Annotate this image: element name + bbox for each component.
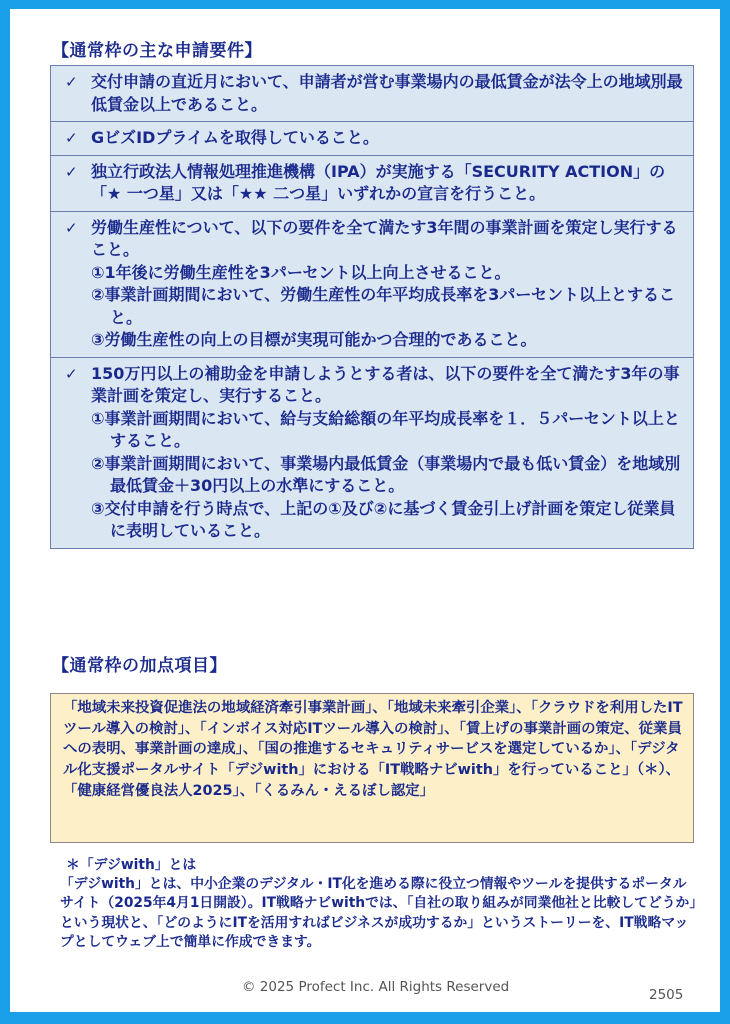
requirements-heading: 【通常枠の主な申請要件】	[52, 41, 262, 61]
checkmark-icon: ✓	[65, 162, 78, 181]
bonus-items-box	[50, 693, 694, 843]
checkmark-icon: ✓	[65, 364, 78, 383]
requirement-text: 労働生産性について、以下の要件を全て満たす3年間の事業計画を策定し実行すること。	[91, 217, 678, 259]
requirement-subitem: ②事業計画期間において、事業場内最低賃金（事業場内で最も低い賃金）を地域別最低賃金＋30円以上の水準にすること。	[91, 453, 681, 495]
copyright-text: © 2025 Profect Inc. All Rights Reserved	[242, 979, 510, 995]
note-body: 「デジwith」とは、中小企業のデジタル・IT化を進める際に役立つ情報やツールを提供するポータルサイト（2025年4月1日開設）。IT戦略ナビwithでは、「自社の取り組みが同業他社と比較してどうか」という現状と、「どのようにITを活用すればビジネスが成功するか」というストーリーを、IT戦略マップとしてウェブ上で簡単に作成できます。	[60, 876, 697, 950]
requirement-subitem: ③交付申請を行う時点で、上記の①及び②に基づく賃金引上げ計画を策定し従業員に表明していること。	[91, 498, 676, 540]
requirement-item-3	[51, 156, 693, 212]
checkmark-icon: ✓	[65, 218, 78, 237]
digiwith-note	[60, 856, 700, 952]
requirement-item-4	[51, 212, 693, 358]
bonus-heading: 【通常枠の加点項目】	[52, 656, 227, 676]
checkmark-icon: ✓	[65, 73, 78, 91]
requirement-subitem: ③労働生産性の向上の目標が実現可能かつ合理的であること。	[91, 330, 537, 349]
requirement-subitem: ②事業計画期間において、労働生産性の年平均成長率を3パーセント以上とすること。	[91, 285, 676, 327]
bonus-items-text: 「地域未来投資促進法の地域経済牽引事業計画」、「地域未来牽引企業」、「クラウドを利用したITツール導入の検討」、「インボイス対応ITツール導入の検討」、「賃上げの事業計画の策定、従業員への表明、事業計画の達成」、「国の推進するセキュリティサービスを選定しているか」、「デジタル化支援ポータルサイト「デジwith」における「IT戦略ナビwith」を行っていること」（＊）、「健康経営優良法人2025」、「くるみん・えるぼし認定」	[63, 700, 683, 799]
requirement-subitem: ①事業計画期間において、給与支給総額の年平均成長率を１．５パーセント以上とすること。	[91, 408, 680, 450]
checkmark-icon: ✓	[65, 129, 78, 147]
requirement-text: 150万円以上の補助金を申請しようとする者は、以下の要件を全て満たす3年の事業計画を策定し、実行すること。	[91, 363, 680, 405]
requirement-item-2	[51, 122, 693, 156]
requirement-text: 独立行政法人情報処理推進機構（IPA）が実施する「SECURITY ACTION」の「★ 一つ星」又は「★★ 二つ星」いずれかの宣言を行うこと。	[91, 161, 666, 203]
requirement-subitem: ①1年後に労働生産性を3パーセント以上向上させること。	[91, 262, 511, 282]
requirement-item-5	[51, 358, 693, 549]
requirement-item-1	[51, 66, 693, 122]
page-number: 2505	[649, 987, 684, 1003]
requirements-list	[50, 65, 694, 549]
requirement-text: 交付申請の直近月において、申請者が営む事業場内の最低賃金が法令上の地域別最低賃金以上であること。	[91, 72, 683, 114]
requirement-text: GビズIDプライムを取得していること。	[91, 128, 379, 147]
note-title: ＊「デジwith」とは	[66, 857, 197, 873]
document-page	[10, 9, 720, 1012]
